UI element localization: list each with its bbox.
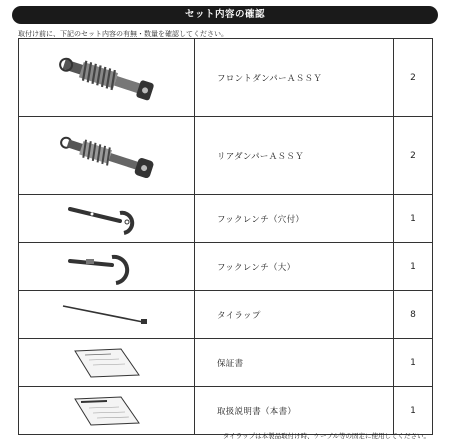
front-damper-icon bbox=[52, 43, 162, 113]
table-row bbox=[19, 195, 433, 243]
item-name: フロントダンパーＡＳＳＹ bbox=[195, 39, 394, 117]
item-quantity: 8 bbox=[394, 291, 433, 339]
contents-table bbox=[18, 38, 433, 435]
item-quantity: 1 bbox=[394, 195, 433, 243]
table-row bbox=[19, 339, 433, 387]
item-image-cell bbox=[19, 387, 195, 435]
table-row bbox=[19, 291, 433, 339]
item-name: 取扱説明書（本書） bbox=[195, 387, 394, 435]
item-quantity: 2 bbox=[394, 39, 433, 117]
item-image-cell bbox=[19, 39, 195, 117]
item-quantity: 1 bbox=[394, 243, 433, 291]
table-row bbox=[19, 39, 433, 117]
table-row bbox=[19, 243, 433, 291]
item-image-cell bbox=[19, 117, 195, 195]
cable-tie-icon bbox=[57, 300, 157, 330]
item-quantity: 1 bbox=[394, 387, 433, 435]
item-name: タイラップ bbox=[195, 291, 394, 339]
rear-damper-icon bbox=[52, 121, 162, 191]
item-image-cell bbox=[19, 243, 195, 291]
item-image-cell bbox=[19, 291, 195, 339]
hook-wrench-holed-icon bbox=[62, 199, 152, 239]
footnote-text: タイラップは本製品取付け時、ケーブル等の固定に使用してください。 bbox=[222, 432, 430, 440]
item-image-cell bbox=[19, 339, 195, 387]
item-image-cell bbox=[19, 195, 195, 243]
item-quantity: 2 bbox=[394, 117, 433, 195]
hook-wrench-large-icon bbox=[62, 247, 152, 287]
item-name: フックレンチ（大） bbox=[195, 243, 394, 291]
section-title: セット内容の確認 bbox=[12, 6, 438, 24]
instruction-text: 取付け前に、下記のセット内容の有無・数量を確認してください。 bbox=[18, 30, 228, 38]
item-quantity: 1 bbox=[394, 339, 433, 387]
item-name: リアダンパーＡＳＳＹ bbox=[195, 117, 394, 195]
table-row bbox=[19, 387, 433, 435]
manual-icon bbox=[67, 393, 147, 429]
table-row bbox=[19, 117, 433, 195]
item-name: 保証書 bbox=[195, 339, 394, 387]
warranty-card-icon bbox=[67, 345, 147, 381]
item-name: フックレンチ（穴付） bbox=[195, 195, 394, 243]
